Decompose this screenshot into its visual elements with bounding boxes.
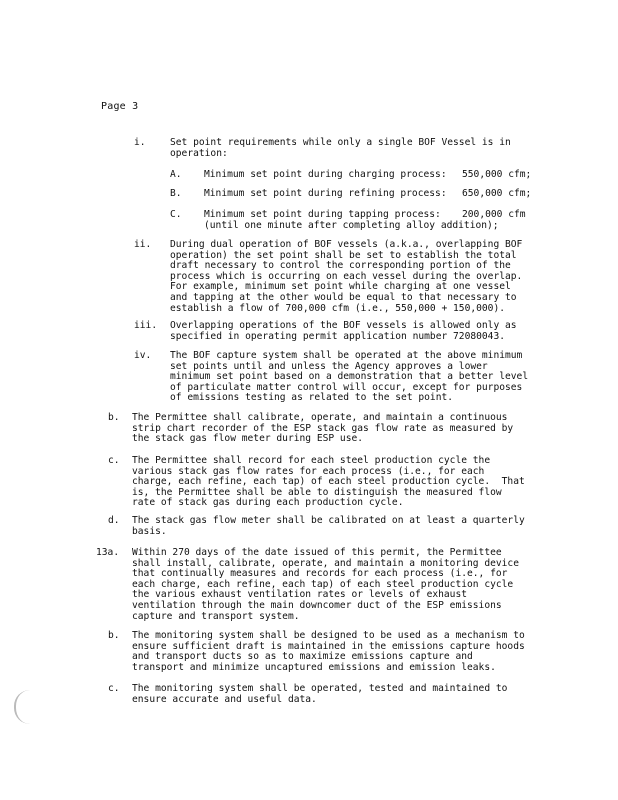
subitem-value: 550,000 cfm;	[462, 169, 532, 180]
item-line: rate of stack gas during each production cycle.	[132, 497, 404, 509]
item-line: Overlapping operations of the BOF vessels is allowed only as	[170, 320, 517, 331]
item-line: draft necessary to control the corresponding portion of the	[170, 260, 511, 272]
item-line: transport and minimize uncaptured emissions and emission leaks.	[132, 661, 496, 673]
item-line: basis.	[132, 525, 167, 537]
item-marker: b.	[108, 412, 120, 423]
item-line: strip chart recorder of the ESP stack gas flow rate as measured by	[132, 422, 514, 434]
subitem-extra: (until one minute after completing alloy addition);	[204, 219, 499, 231]
item-line: charge, each refine, each tap) of each steel production cycle. That	[132, 476, 525, 488]
item-line: the stack gas flow meter during ESP use.	[132, 433, 364, 445]
item-line: Set point requirements while only a single BOF Vessel is in	[170, 137, 511, 148]
item-line: specified in operating permit application number 72080043.	[170, 330, 506, 342]
subitem-text: Minimum set point during refining process:	[204, 188, 447, 199]
item-line: The Permittee shall calibrate, operate, and maintain a continuous	[132, 412, 508, 423]
item-line: is, the Permittee shall be able to distinguish the measured flow	[132, 486, 502, 498]
item-line: establish a flow of 700,000 cfm (i.e., 550,000 + 150,000).	[170, 302, 506, 314]
item-marker: iv.	[134, 350, 152, 361]
item-line: and tapping at the other would be equal to that necessary to	[170, 292, 517, 303]
item-line: shall install, calibrate, operate, and maintain a monitoring device	[132, 557, 519, 569]
subitem-value: 650,000 cfm;	[462, 188, 532, 199]
item-line: and transport ducts so as to maximize emissions capture and	[132, 651, 473, 663]
subitem-text: Minimum set point during tapping process:	[204, 209, 441, 220]
item-line: The stack gas flow meter shall be calibrated on at least a quarterly	[132, 515, 525, 526]
subitem-marker: A.	[170, 169, 182, 180]
item-marker: iii.	[134, 320, 158, 331]
subitem-text: Minimum set point during charging process:	[204, 169, 447, 180]
item-line: each charge, each refine, each tap) of each steel production cycle	[132, 578, 514, 590]
scan-artifact-mark	[14, 690, 32, 724]
item-line: of emissions testing as related to the set point.	[170, 392, 454, 404]
item-marker: c.	[108, 683, 120, 694]
item-line: For example, minimum set point while charging at one vessel	[170, 281, 511, 293]
item-line: various stack gas flow rates for each process (i.e., for each	[132, 465, 485, 477]
item-marker: c.	[108, 455, 120, 466]
item-line: the various exhaust ventilation rates or levels of exhaust	[132, 589, 468, 601]
item-line: operation:	[170, 147, 228, 159]
item-line: During dual operation of BOF vessels (a.k.a., overlapping BOF	[170, 239, 523, 250]
item-marker: d.	[108, 515, 120, 526]
subitem-value: 200,000 cfm	[462, 209, 526, 220]
item-line: ventilation through the main downcomer duct of the ESP emissions	[132, 600, 502, 611]
item-line: The monitoring system shall be designed to be used as a mechanism to	[132, 630, 525, 641]
item-line: The Permittee shall record for each steel production cycle the	[132, 455, 491, 466]
item-line: The BOF capture system shall be operated at the above minimum	[170, 350, 523, 361]
item-line: minimum set point based on a demonstration that a better level	[170, 371, 529, 383]
item-marker: b.	[108, 630, 120, 641]
item-line: that continually measures and records for each process (i.e., for	[132, 568, 508, 580]
item-line: of particulate matter control will occur, except for purposes	[170, 381, 523, 393]
item-line: ensure accurate and useful data.	[132, 693, 317, 705]
item-line: capture and transport system.	[132, 610, 300, 622]
item-marker: i.	[134, 137, 146, 148]
subitem-marker: B.	[170, 188, 182, 199]
item-line: process which is occurring on each vessel during the overlap.	[170, 270, 523, 282]
page-header: Page 3	[101, 101, 139, 112]
item-line: ensure sufficient draft is maintained in the emissions capture hoods	[132, 640, 525, 652]
item-line: Within 270 days of the date issued of this permit, the Permittee	[132, 547, 502, 558]
item-marker: ii.	[134, 239, 152, 250]
item-line: The monitoring system shall be operated, tested and maintained to	[132, 683, 508, 694]
subitem-marker: C.	[170, 209, 182, 220]
item-line: operation) the set point shall be set to establish the total	[170, 249, 517, 261]
item-line: set points until and unless the Agency approves a lower	[170, 360, 488, 372]
item-marker: 13a.	[96, 547, 120, 558]
